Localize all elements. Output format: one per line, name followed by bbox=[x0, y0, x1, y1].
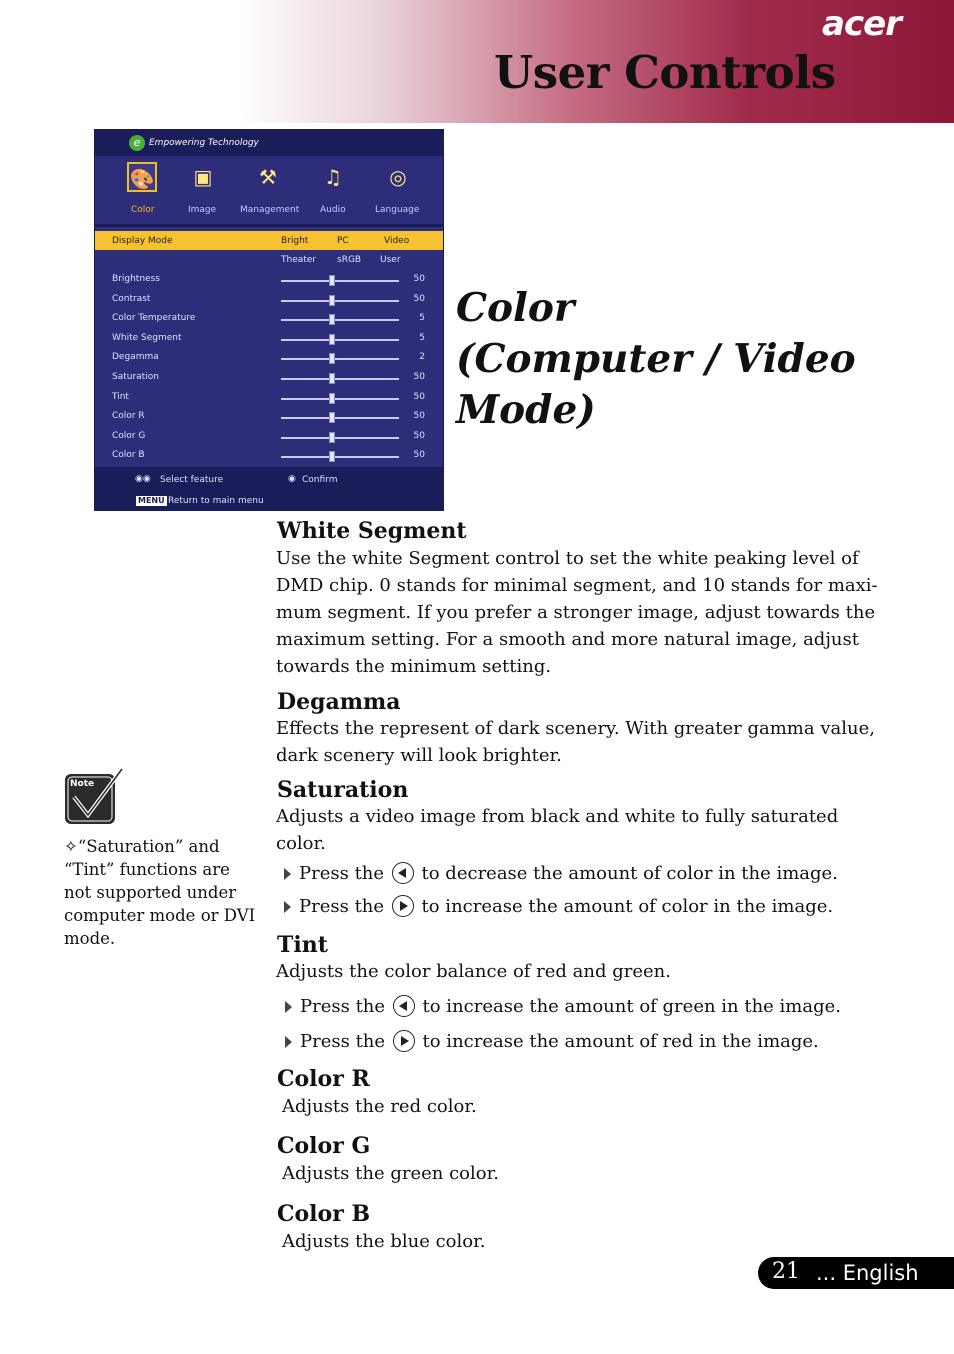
osd-slider-track bbox=[281, 398, 399, 400]
white-segment-heading: White Segment bbox=[277, 518, 467, 544]
osd-brand-bar bbox=[95, 130, 443, 156]
up-down-arrows-icon: ◉◉ bbox=[135, 474, 151, 484]
text-line: DMD chip. 0 stands for minimal segment, and 10 stands for maxi- bbox=[276, 575, 878, 596]
speaker-icon: ♫ bbox=[324, 165, 342, 189]
white-segment-text bbox=[276, 545, 878, 680]
osd-slider-knob bbox=[329, 451, 335, 462]
section-title-line: (Computer / Video bbox=[456, 336, 856, 382]
text-line: Use the white Segment control to set the white peaking level of bbox=[276, 548, 859, 569]
bullet-text: Press the bbox=[300, 996, 386, 1017]
color-b-heading: Color B bbox=[277, 1201, 371, 1227]
menu-key-badge: MENU bbox=[138, 496, 165, 505]
osd-mode-option: sRGB bbox=[337, 255, 362, 265]
acer-logo: acer bbox=[822, 4, 901, 44]
picture-icon: ▣ bbox=[193, 165, 213, 189]
right-arrow-button-icon bbox=[393, 1030, 415, 1052]
header-band bbox=[0, 0, 954, 123]
color-g-heading: Color G bbox=[277, 1133, 371, 1159]
osd-slider-track bbox=[281, 358, 399, 360]
text-line: computer mode or DVI bbox=[64, 906, 256, 925]
wrench-icon: ⚒ bbox=[259, 165, 277, 189]
osd-tab-image: Image bbox=[188, 205, 217, 215]
osd-mode-option: User bbox=[380, 255, 401, 265]
text-line: “Tint” functions are bbox=[64, 860, 230, 879]
tint-bullet-green bbox=[285, 995, 841, 1017]
osd-select-feature: Select feature bbox=[160, 475, 224, 485]
osd-slider-knob bbox=[329, 412, 335, 423]
section-title-line: Color bbox=[456, 285, 575, 331]
osd-tab-bar bbox=[95, 158, 443, 220]
page-footer bbox=[758, 1257, 954, 1289]
text-line: maximum setting. For a smooth and more natural image, adjust bbox=[276, 629, 859, 650]
section-title bbox=[456, 283, 856, 436]
bullet-text: to increase the amount of red in the image. bbox=[422, 1031, 819, 1052]
osd-slider-track bbox=[281, 417, 399, 419]
page-title: User Controls bbox=[494, 46, 836, 99]
osd-return-main-menu: Return to main menu bbox=[168, 496, 264, 506]
text-line: not supported under bbox=[64, 883, 237, 902]
osd-tab-color: Color bbox=[131, 205, 155, 215]
tint-text: Adjusts the color balance of red and green. bbox=[276, 961, 671, 982]
empowering-logo-icon: e bbox=[129, 135, 145, 151]
osd-mode-option: Video bbox=[384, 236, 410, 246]
osd-tab-audio: Audio bbox=[320, 205, 346, 215]
tint-heading: Tint bbox=[277, 932, 328, 958]
osd-divider bbox=[95, 224, 443, 227]
text-line: dark scenery will look brighter. bbox=[276, 745, 562, 766]
osd-setting-value: 50 bbox=[413, 372, 425, 382]
bullet-triangle-icon bbox=[285, 1036, 292, 1048]
left-arrow-button-icon bbox=[393, 995, 415, 1017]
section-title-line: Mode) bbox=[456, 387, 596, 433]
osd-setting-label: Color Temperature bbox=[112, 313, 196, 324]
bullet-text: Press the bbox=[299, 863, 385, 884]
palette-icon: 🎨 bbox=[127, 162, 157, 192]
osd-setting-label: Contrast bbox=[112, 293, 151, 304]
right-arrow-icon: ◉ bbox=[288, 474, 296, 484]
text-line: Effects the represent of dark scenery. With greater gamma value, bbox=[276, 718, 875, 739]
osd-setting-value: 5 bbox=[419, 313, 425, 324]
osd-mode-option: PC bbox=[337, 236, 349, 246]
globe-icon: ◎ bbox=[389, 165, 407, 189]
note-text bbox=[64, 835, 260, 950]
note-checkmark-icon bbox=[64, 767, 124, 827]
language-label: ... English bbox=[816, 1261, 919, 1285]
osd-setting-value: 50 bbox=[413, 293, 425, 304]
osd-setting-value: 2 bbox=[419, 352, 425, 363]
osd-setting-label: Degamma bbox=[112, 352, 159, 363]
osd-slider-knob bbox=[329, 432, 335, 443]
text-line: color. bbox=[276, 833, 326, 854]
text-line: towards the minimum setting. bbox=[276, 656, 552, 677]
osd-setting-label: Brightness bbox=[112, 274, 160, 284]
osd-slider-knob bbox=[329, 393, 335, 404]
osd-slider-track bbox=[281, 280, 399, 282]
osd-setting-value: 50 bbox=[413, 391, 425, 402]
color-r-text: Adjusts the red color. bbox=[282, 1096, 477, 1117]
osd-confirm: Confirm bbox=[302, 475, 338, 485]
degamma-heading: Degamma bbox=[277, 689, 401, 715]
osd-setting-value: 50 bbox=[413, 450, 425, 461]
osd-slider-track bbox=[281, 300, 399, 302]
bullet-triangle-icon bbox=[285, 1001, 292, 1013]
osd-footer bbox=[95, 467, 443, 511]
saturation-heading: Saturation bbox=[277, 777, 409, 803]
bullet-text: to decrease the amount of color in the image. bbox=[421, 863, 838, 884]
tint-bullet-red bbox=[285, 1030, 819, 1052]
osd-brand-text: Empowering Technology bbox=[149, 138, 259, 148]
osd-setting-label: White Segment bbox=[112, 332, 182, 343]
osd-slider-knob bbox=[329, 353, 335, 364]
bullet-text: to increase the amount of green in the image. bbox=[422, 996, 842, 1017]
saturation-bullet-decrease bbox=[284, 862, 838, 884]
osd-mode-option: Theater bbox=[281, 255, 317, 265]
osd-slider-knob bbox=[329, 334, 335, 345]
osd-setting-label: Color B bbox=[112, 450, 145, 461]
degamma-text bbox=[276, 715, 875, 769]
bullet-triangle-icon bbox=[284, 868, 291, 880]
osd-setting-label: Tint bbox=[112, 391, 129, 402]
bullet-text: Press the bbox=[300, 1031, 386, 1052]
osd-slider-track bbox=[281, 437, 399, 439]
osd-tab-management: Management bbox=[240, 205, 300, 215]
osd-menu-screenshot bbox=[94, 129, 444, 511]
osd-slider-knob bbox=[329, 373, 335, 384]
osd-setting-label: Color R bbox=[112, 411, 145, 422]
osd-display-mode-label: Display Mode bbox=[112, 236, 173, 246]
osd-slider-knob bbox=[329, 295, 335, 306]
text-line: Adjusts a video image from black and white to fully saturated bbox=[276, 806, 839, 827]
right-arrow-button-icon bbox=[392, 895, 414, 917]
color-r-heading: Color R bbox=[277, 1066, 370, 1092]
osd-setting-value: 50 bbox=[413, 430, 425, 441]
osd-slider-knob bbox=[329, 275, 335, 286]
osd-setting-label: Saturation bbox=[112, 372, 159, 382]
osd-tab-language: Language bbox=[375, 205, 420, 215]
osd-slider-knob bbox=[329, 314, 335, 325]
osd-slider-track bbox=[281, 339, 399, 341]
text-line: ✧“Saturation” and bbox=[64, 837, 220, 856]
note-label: Note bbox=[70, 779, 95, 789]
osd-slider-track bbox=[281, 378, 399, 380]
text-line: mum segment. If you prefer a stronger image, adjust towards the bbox=[276, 602, 876, 623]
osd-slider-track bbox=[281, 319, 399, 321]
osd-setting-label: Color G bbox=[112, 430, 146, 441]
bullet-text: to increase the amount of color in the image. bbox=[421, 896, 834, 917]
text-line: mode. bbox=[64, 929, 116, 948]
osd-setting-value: 50 bbox=[413, 411, 425, 422]
osd-slider-track bbox=[281, 456, 399, 458]
color-g-text: Adjusts the green color. bbox=[282, 1163, 499, 1184]
bullet-triangle-icon bbox=[284, 901, 291, 913]
osd-setting-value: 5 bbox=[419, 332, 425, 343]
page-number: 21 bbox=[772, 1259, 800, 1284]
bullet-text: Press the bbox=[299, 896, 385, 917]
color-b-text: Adjusts the blue color. bbox=[282, 1231, 486, 1252]
osd-setting-value: 50 bbox=[413, 274, 425, 284]
osd-mode-option: Bright bbox=[281, 236, 309, 246]
left-arrow-button-icon bbox=[392, 862, 414, 884]
saturation-text bbox=[276, 803, 838, 857]
saturation-bullet-increase bbox=[284, 895, 833, 917]
